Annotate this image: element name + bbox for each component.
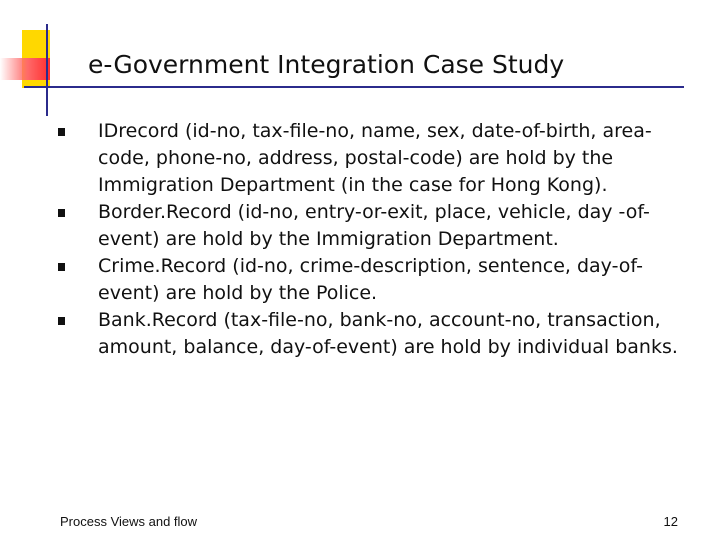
- bullet-item: [58, 199, 678, 253]
- bullet-square-icon: [58, 128, 65, 136]
- bullet-text: IDrecord (id-no, tax-file-no, name, sex, date-of-birth, area-code, phone-no, address, postal-code) are hold by the Immigration Department (in the case for Hong Kong).: [98, 120, 652, 196]
- bullet-square-icon: [58, 263, 65, 271]
- page-number: 12: [663, 514, 678, 529]
- bullet-list: [58, 118, 678, 361]
- slide-title: e-Government Integration Case Study: [88, 50, 565, 79]
- bullet-item: [58, 307, 678, 361]
- decorative-vertical-rule: [46, 24, 48, 116]
- bullet-item: [58, 118, 678, 199]
- bullet-item: [58, 253, 678, 307]
- footer-caption: Process Views and flow: [60, 514, 198, 529]
- title-underline-rule: [24, 86, 684, 88]
- bullet-square-icon: [58, 209, 65, 217]
- bullet-square-icon: [58, 317, 65, 325]
- bullet-text: Bank.Record (tax-file-no, bank-no, account-no, transaction, amount, balance, day-of-event) are hold by individual banks.: [98, 309, 678, 358]
- decorative-red-bar: [0, 58, 50, 80]
- bullet-text: Border.Record (id-no, entry-or-exit, place, vehicle, day -of-event) are hold by the Immigration Department.: [98, 201, 650, 250]
- bullet-text: Crime.Record (id-no, crime-description, sentence, day-of-event) are hold by the Police.: [98, 255, 643, 304]
